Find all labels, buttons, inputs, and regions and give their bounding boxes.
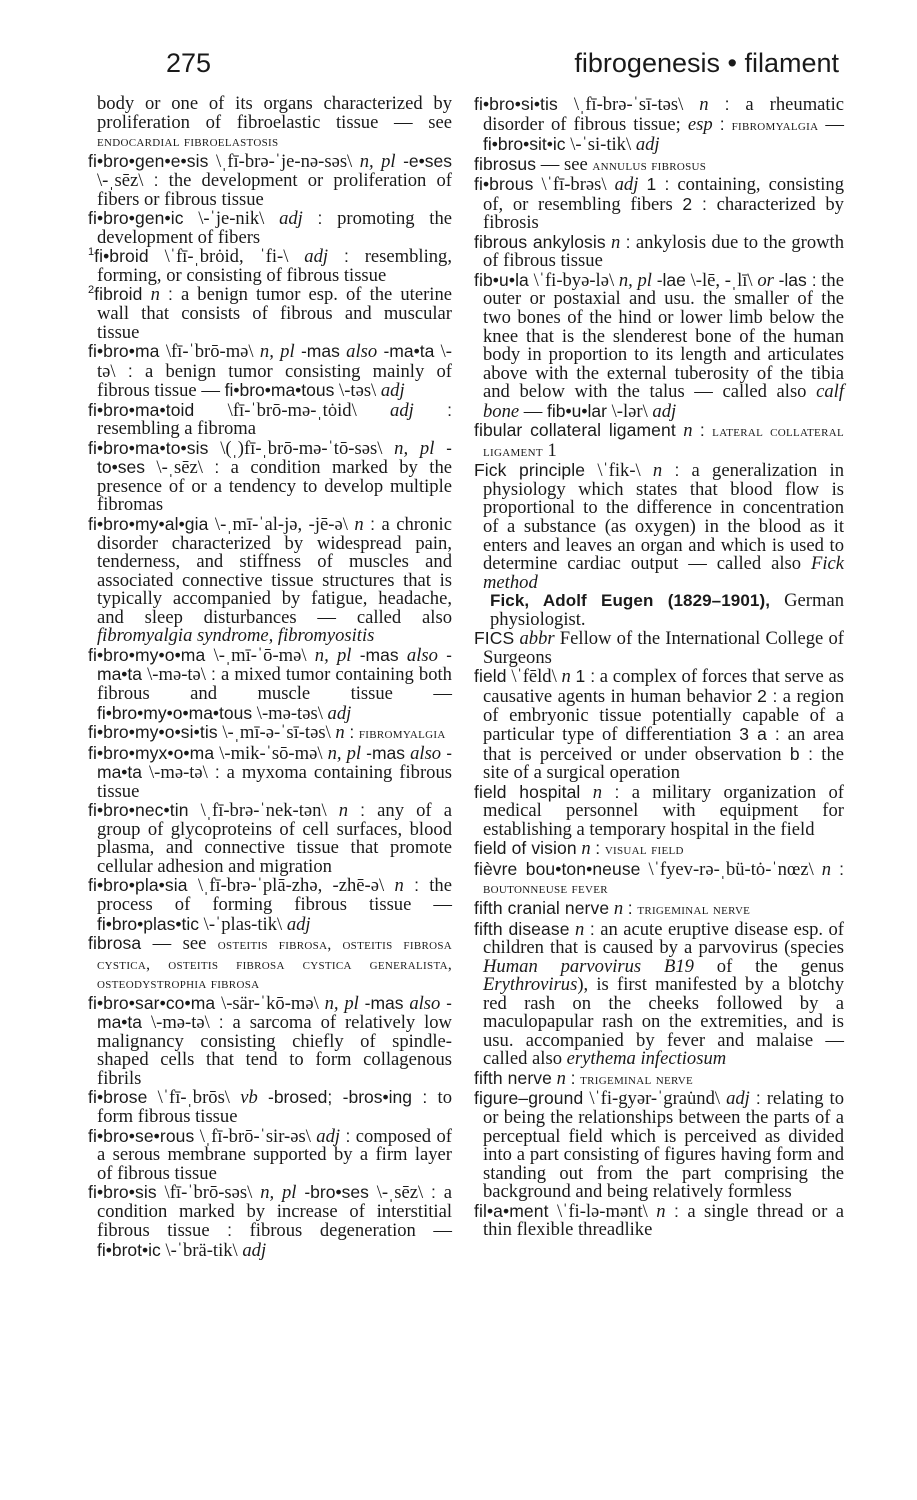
dictionary-entry: fi•bro•nec•tin \ˌfī-brə-ˈnek-tən\ n : any of a group of glycoproteins of cell surfaces, blood plasma, and connective tissue that promote cellular adhesion and migration — [88, 800, 452, 877]
dictionary-entry: fi•bro•my•o•ma \-ˌmī-ˈō-mə\ n, pl -mas also -ma•ta \-mə-tə\ : a mixed tumor containing both fibrous and muscle tissue — fi•bro•my•o•ma•tous \-mə-təs\ adj — [88, 644, 452, 724]
left-column — [88, 95, 452, 1260]
dictionary-entry: fi•bro•ma \fī-ˈbrō-mə\ n, pl -mas also -ma•ta \-tə\ : a benign tumor consisting mainly of fibrous tissue — fi•bro•ma•tous \-təs\ adj — [88, 341, 452, 402]
right-column — [474, 95, 844, 1240]
dictionary-entry: fi•brose \ˈfī-ˌbrōs\ vb -brosed; -bros•ing : to form fibrous tissue — [88, 1087, 452, 1127]
dictionary-entry: fibular collateral ligament n : lateral collateral ligament 1 — [474, 420, 844, 461]
dictionary-entry: fi•bro•sis \fī-ˈbrō-səs\ n, pl -bro•ses \-ˌsēz\ : a condition marked by increase of interstitial fibrous tissue : fibrous degeneration — fi•brot•ic \-ˈbrä-tik\ adj — [88, 1182, 453, 1261]
guide-words: fibrogenesis • filament — [574, 48, 839, 78]
dictionary-entry: fibrous ankylosis n : ankylosis due to the growth of fibrous tissue — [474, 231, 845, 272]
dictionary-entry: fi•bro•myx•o•ma \-mik-ˈsō-mə\ n, pl -mas also -ma•ta \-mə-tə\ : a myxoma containing fibrous tissue — [88, 742, 453, 802]
dictionary-entry: fi•bro•ma•to•sis \(ˌ)fī-ˌbrō-mə-ˈtō-səs\ n, pl -to•ses \-ˌsēz\ : a condition marked by the presence of or a tendency to develop multiple fibromas — [88, 437, 452, 516]
dictionary-entry: fi•bro•gen•ic \-ˈje-nik\ adj : promoting the development of fibers — [88, 208, 452, 248]
dictionary-entry: fibrosus — see annulus fibrosus — [474, 153, 707, 175]
dictionary-entry: field of vision n : visual field — [474, 838, 684, 860]
dictionary-entry: fi•bro•si•tis \ˌfī-brə-ˈsī-təs\ n : a rheumatic disorder of fibrous tissue; esp : fibromyalgia — fi•bro•sit•ic \-ˈsi-tik\ adj — [474, 94, 845, 156]
dictionary-entry: field hospital n : a military organization of medical personnel with equipment for establishing a temporary hospital in the field — [474, 781, 844, 840]
dictionary-entry: fi•bro•sar•co•ma \-sär-ˈkō-mə\ n, pl -mas also -ma•ta \-mə-tə\ : a sarcoma of relatively low malignancy consisting chiefly of spindle-shaped cells that tend to form collagenous fibrils — [88, 992, 452, 1089]
dictionary-entry: body or one of its organs characterized by proliferation of fibroelastic tissue — see endocardial fibroelastosis — [97, 93, 452, 151]
dictionary-entry: fi•bro•gen•e•sis \ˌfī-brə-ˈje-nə-səs\ n, pl -e•ses \-ˌsēz\ : the development or proliferation of fibers or fibrous tissue — [88, 150, 452, 210]
dictionary-entry: field \ˈfēld\ n 1 : a complex of forces that serve as causative agents in human behavior 2 : a region of embryonic tissue potentially capable of a particular type of differentiation 3 a : an area that is perceived or under observation b : the site of a surgical operation — [474, 666, 844, 784]
dictionary-entry: FICS abbr Fellow of the International College of Surgeons — [474, 628, 844, 668]
dictionary-entry: $^1$fi•broid \ˈfī-ˌbrȯid, ˈfi-\ adj : resembling, forming, or consisting of fibrous tissue — [88, 246, 452, 286]
dictionary-entry: fi•bro•my•o•si•tis \-ˌmī-ə-ˈsī-təs\ n : fibromyalgia — [88, 722, 446, 744]
dictionary-entry: figure–ground \ˈfi-gyər-ˈgrau̇nd\ adj : relating to or being the relationships between the parts of a perceptual field which is perceived as divided into a part consisting of figures having form and standing out from the part comprising the background and being relatively formless — [474, 1088, 844, 1203]
dictionary-entry: fi•bro•my•al•gia \-ˌmī-ˈal-jə, -jē-ə\ n : a chronic disorder characterized by widespread pain, tenderness, and stiffness of muscles and associated connective tissue structures that is typically accompanied by fatigue, headache, and sleep disturbances — called also fibromyalgia syndrome, fibromyositis — [88, 514, 452, 647]
dictionary-entry: fièvre bou•ton•neuse \ˈfyev-rə-ˌbü-tȯ-ˈnœz\ n : boutonneuse fever — [474, 858, 844, 898]
dictionary-entry: fi•bro•se•rous \ˌfī-brō-ˈsir-əs\ adj : composed of a serous membrane supported by a firm layer of fibrous tissue — [88, 1125, 452, 1184]
dictionary-entry: Fick principle \ˈfik-\ n : a generalization in physiology which states that blood flow is proportional to the difference in concentration of a substance (as oxygen) in the blood as it enters and leaves an organ and which is used to determine cardiac output — called also Fick method — [474, 460, 845, 593]
page-number: 275 — [166, 48, 212, 78]
dictionary-entry: fi•brous \ˈfī-brəs\ adj 1 : containing, consisting of, or resembling fibers 2 : characterized by fibrosis — [474, 174, 844, 234]
dictionary-entry: fibrosa — see osteitis fibrosa, osteitis fibrosa cystica, osteitis fibrosa cystica generalista, osteodystrophia fibrosa — [88, 933, 452, 993]
dictionary-entry: fifth nerve n : trigeminal nerve — [474, 1067, 693, 1089]
dictionary-entry: fifth disease n : an acute eruptive disease esp. of children that is caused by a parvovirus (species Human parvovirus B19 of the genus Erythrovirus), is first manifested by a blotchy red rash on the cheeks followed by a maculopapular rash on the extremities, and is usu. accompanied by fever and malaise — called also erythema infectiosum — [474, 918, 845, 1070]
biographical-entry: Fick, Adolf Eugen (1829–1901), German physiologist. — [490, 590, 844, 630]
dictionary-entry: fil•a•ment \ˈfi-lə-mənt\ n : a single thread or a thin flexible threadlike — [474, 1200, 844, 1241]
dictionary-entry: fi•bro•ma•toid \fī-ˈbrō-mə-ˌtȯid\ adj : resembling a fibroma — [88, 399, 452, 440]
dictionary-entry: fib•u•la \ˈfi-byə-lə\ n, pl -lae \-lē, -ˌlī\ or -las : the outer or postaxial and usu. the smaller of the two bones of the hind or lower limb below the knee that is the slenderest bone of the human body in proportion to its length and articulates above with the external tuberosity of the tibia and below with the talus — called also calf bone — fib•u•lar \-lər\ adj — [474, 269, 844, 422]
dictionary-entry: fi•bro•pla•sia \ˌfī-brə-ˈplā-zhə, -zhē-ə\ n : the process of forming fibrous tissue — fi•bro•plas•tic \-ˈplas-tik\ adj — [88, 875, 452, 935]
dictionary-entry: $^2$fibroid n : a benign tumor esp. of the uterine wall that consists of fibrous and muscular tissue — [88, 284, 452, 343]
dictionary-entry: fifth cranial nerve n : trigeminal nerve — [474, 897, 751, 919]
